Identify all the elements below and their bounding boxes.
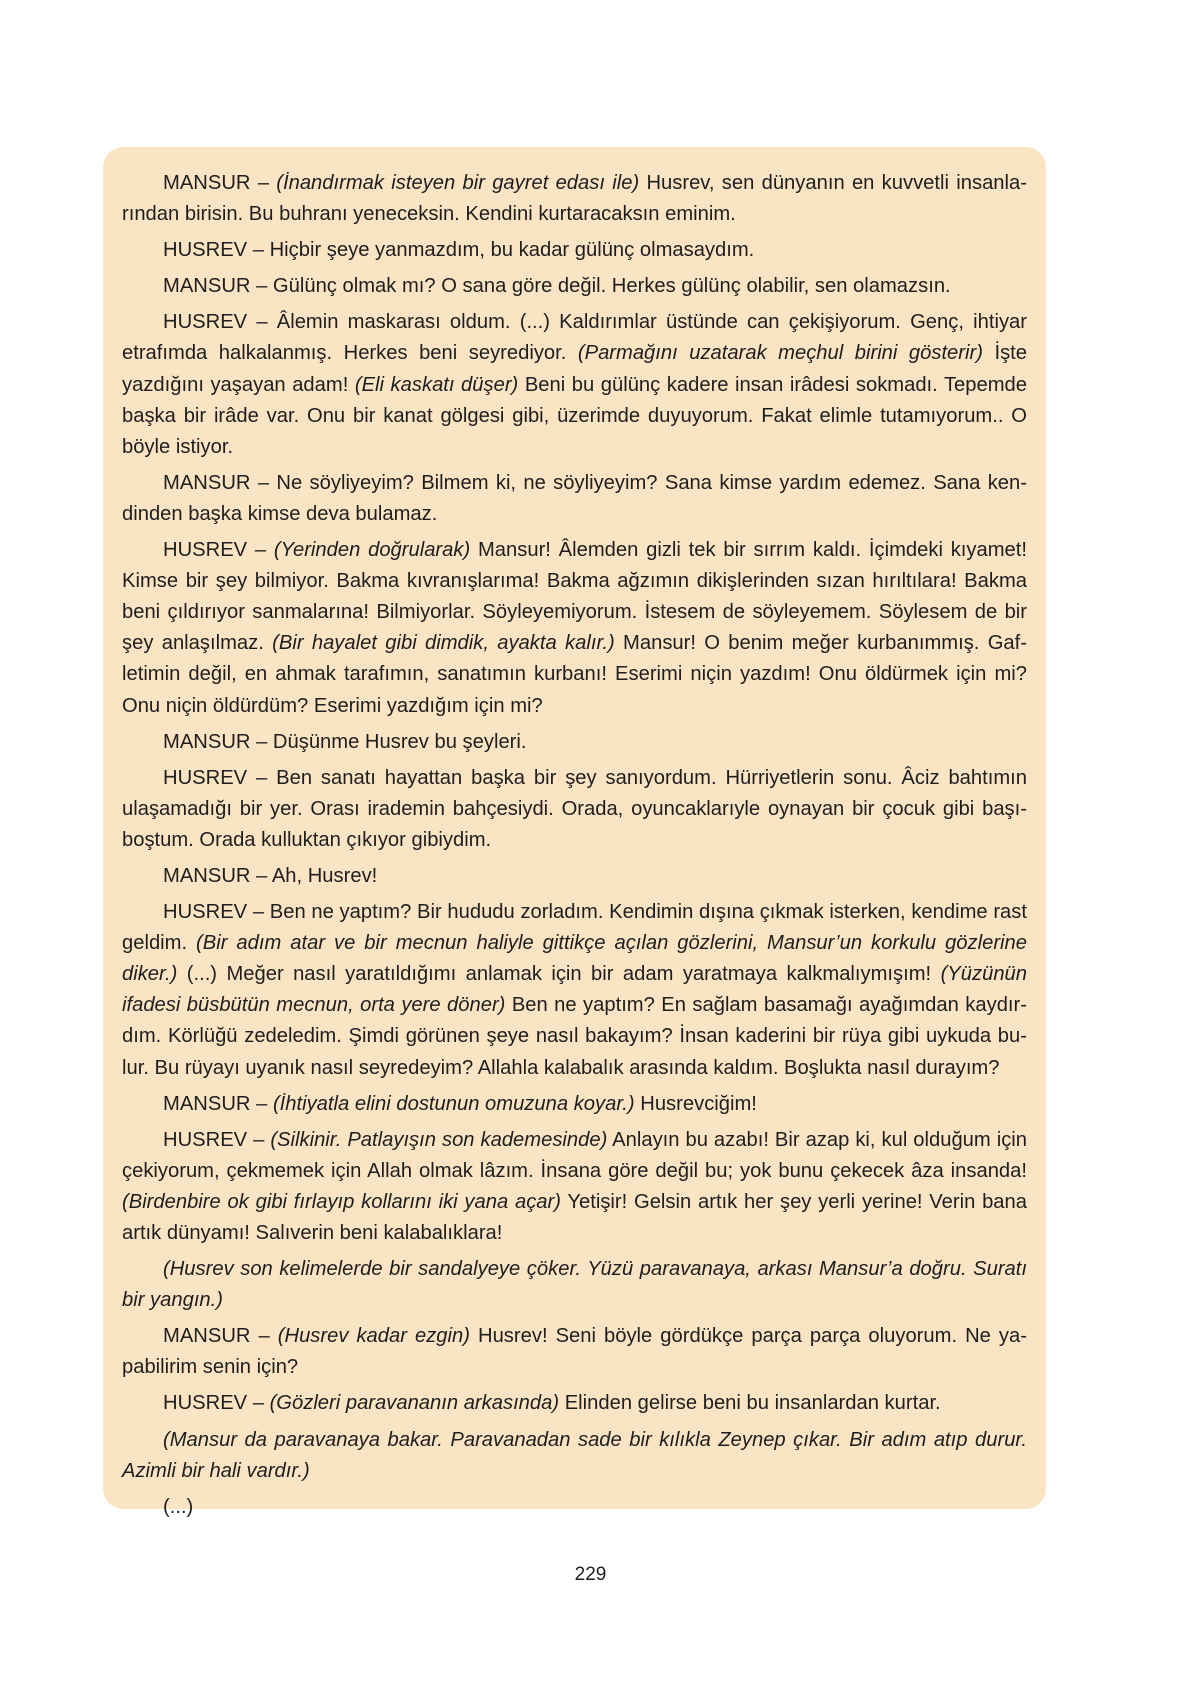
dialogue-text: Yetişir! Gelsin artık her şey yerli yerine! Verin bana artık dünyamı! Salıverin beni kalabalıklara! — [122, 1190, 1027, 1244]
dialogue-text: Beni bu gülünç kadere insan irâdesi sokmadı. Tepemde başka bir irâde var. Onu bir kanat gölgesi gibi, üzerimde duyuyorum. Fakat elimle tutamıyorum.. O böyle istiyor. — [122, 373, 1027, 458]
dialogue-paragraph — [122, 1125, 1027, 1249]
dialogue-text: Ben ne yaptım? En sağlam basamağı ayağımdan kaydırdım. Körlüğü zedeledim. Şimdi görünen şeye nasıl bakayım? İnsan kaderini bir rüya gibi uykuda bulur. Bu rüyayı uyanık nasıl seyredeyim? Allahla kalabalık arasında kaldım. Boşlukta nasıl durayım? — [122, 994, 1027, 1079]
dialogue-paragraph — [122, 1425, 1027, 1487]
dialogue-text: MANSUR – — [163, 172, 277, 194]
dialogue-text: MANSUR – Ne söyliyeyim? Bilmem ki, ne söyliyeyim? Sana kimse yardım edemez. Sana kendinden başka kimse deva bulamaz. — [122, 471, 1027, 525]
dialogue-text: HUSREV – Âlemin maskarası oldum. (...) Kaldırımlar üstünde can çekişiyorum. Genç, ihtiyar etrafımda halkalanmış. Herkes beni seyrediyor. — [122, 311, 1027, 365]
dialogue-text: (...) — [163, 1495, 194, 1518]
dialogue-paragraph — [122, 1321, 1027, 1383]
dialogue-text-box — [103, 147, 1046, 1518]
dialogue-text: İşte yazdığını yaşayan adam! — [122, 342, 1028, 396]
dialogue-paragraph — [122, 271, 1027, 302]
stage-direction: (İhtiyatla elini dostunun omuzuna koyar.) — [272, 1092, 635, 1115]
dialogue-paragraph — [122, 307, 1027, 462]
dialogue-paragraph — [122, 1254, 1027, 1316]
stage-direction: (İnandırmak isteyen bir gayret edası ile) — [276, 172, 640, 194]
dialogue-text: HUSREV – Ben sanatı hayattan başka bir şey sanıyordum. Hürriyetlerin sonu. Âciz bahtımın ulaşamadığı bir yer. Orası irademin bahçesiydi. Orada, oyuncaklarıyle oynayan bir çocuk gibi başıboştum. Orada kulluktan çıkıyor gibiydim. — [122, 766, 1027, 851]
dialogue-paragraph — [122, 1492, 1027, 1523]
stage-direction: (Parmağını uzatarak meçhul birini gösterir) — [577, 342, 983, 365]
dialogue-text: Husrev, sen dünyanın en kuvvetli insanlarından birisin. Bu buhranı yeneceksin. Kendini kurtaracaksın eminim. — [122, 172, 1027, 226]
dialogue-paragraph — [122, 535, 1027, 722]
stage-direction: (Silkinir. Patlayışın son kademesinde) — [270, 1128, 608, 1151]
dialogue-paragraph — [122, 468, 1027, 530]
stage-direction: (Birdenbire ok gibi fırlayıp kollarını iki yana açar) — [122, 1190, 561, 1213]
stage-direction: (Bir adım atar ve bir mecnun haliyle gittikçe açılan gözlerini, Mansur’un korkulu gözlerine diker.) — [122, 932, 1027, 986]
dialogue-text: HUSREV – — [163, 1392, 270, 1415]
dialogue-text: MANSUR – Ah, Husrev! — [163, 864, 378, 887]
dialogue-paragraph — [122, 168, 1027, 230]
dialogue-paragraph — [122, 727, 1027, 758]
dialogue-paragraph — [122, 1089, 1027, 1120]
stage-direction: (Gözleri paravananın arkasında) — [269, 1392, 560, 1415]
dialogue-text: MANSUR – Düşünme Husrev bu şeyleri. — [163, 730, 527, 753]
stage-direction: (Bir hayalet gibi dimdik, ayakta kalır.) — [272, 632, 615, 655]
dialogue-text: Anlayın bu azabı! Bir azap ki, kul olduğum için çekiyorum, çekmemek için Allah olmak lâzım. İnsana göre değil bu; yok bunu çekecek âza insanda! — [122, 1128, 1027, 1182]
stage-direction: (Mansur da paravanaya bakar. Paravanadan sade bir kılıkla Zeynep çıkar. Bir adım atıp durur. Azimli bir hali vardır.) — [122, 1428, 1027, 1482]
stage-direction: (Yüzünün ifadesi büsbütün mecnun, orta yere döner) — [122, 963, 1027, 1017]
stage-direction: (Yerinden doğrularak) — [273, 539, 471, 562]
stage-direction: (Husrev kadar ezgin) — [277, 1325, 470, 1348]
dialogue-paragraphs — [122, 168, 1027, 1523]
dialogue-text: MANSUR – — [163, 1325, 278, 1348]
dialogue-text: Husrevciğim! — [634, 1092, 757, 1115]
dialogue-text: HUSREV – — [163, 539, 274, 562]
dialogue-paragraph — [122, 1388, 1027, 1419]
dialogue-text: Mansur! Âlemden gizli tek bir sırrım kaldı. İçimdeki kıyamet! Kimse bir şey bilmiyor. Bakma kıvranışlarıma! Bakma ağzımın dikişlerinden sızan hırıltılara! Bakma beni çıldırıyor sanmalarına! Bilmiyorlar. Söyleyemiyorum. İstesem de söyleyemem. Söylesem de bir şey anlaşılmaz. — [122, 539, 1027, 655]
dialogue-text: MANSUR – Gülünç olmak mı? O sana göre değil. Herkes gülünç olabilir, sen olamazsın. — [163, 275, 951, 298]
dialogue-paragraph — [122, 861, 1027, 892]
dialogue-text: HUSREV – — [163, 1128, 271, 1151]
dialogue-paragraph — [122, 235, 1027, 266]
stage-direction: (Husrev son kelimelerde bir sandalyeye çöker. Yüzü paravanaya, arkası Mansur’a doğru. Suratı bir yangın.) — [122, 1258, 1027, 1312]
dialogue-text: Mansur! O benim meğer kurbanımmış. Gafletimin değil, en ahmak tarafımın, sanatımın kurbanı! Eserimi niçin yazdım! Onu öldürmek için mi? Onu niçin öldürdüm? Eserimi yazdığım için mi? — [122, 632, 1027, 717]
dialogue-text: MANSUR – — [163, 1092, 273, 1115]
dialogue-text: Husrev! Seni böyle gördükçe parça parça oluyorum. Ne yapabilirim senin için? — [122, 1325, 1027, 1379]
dialogue-text: HUSREV – Hiçbir şeye yanmazdım, bu kadar gülünç olmasaydım. — [163, 239, 755, 262]
stage-direction: (Eli kaskatı düşer) — [354, 373, 519, 396]
dialogue-text: HUSREV – Ben ne yaptım? Bir hududu zorladım. Kendimin dışına çıkmak isterken, kendime rast geldim. — [122, 901, 1027, 955]
dialogue-text: (...) Meğer nasıl yaratıldığımı anlamak için bir adam yaratmaya kalkmalıymışım! — [177, 963, 941, 986]
page-number: 229 — [574, 1564, 607, 1585]
dialogue-text: Elinden gelirse beni bu insanlardan kurtar. — [559, 1392, 941, 1415]
dialogue-paragraph — [122, 897, 1027, 1084]
dialogue-paragraph — [122, 763, 1027, 856]
